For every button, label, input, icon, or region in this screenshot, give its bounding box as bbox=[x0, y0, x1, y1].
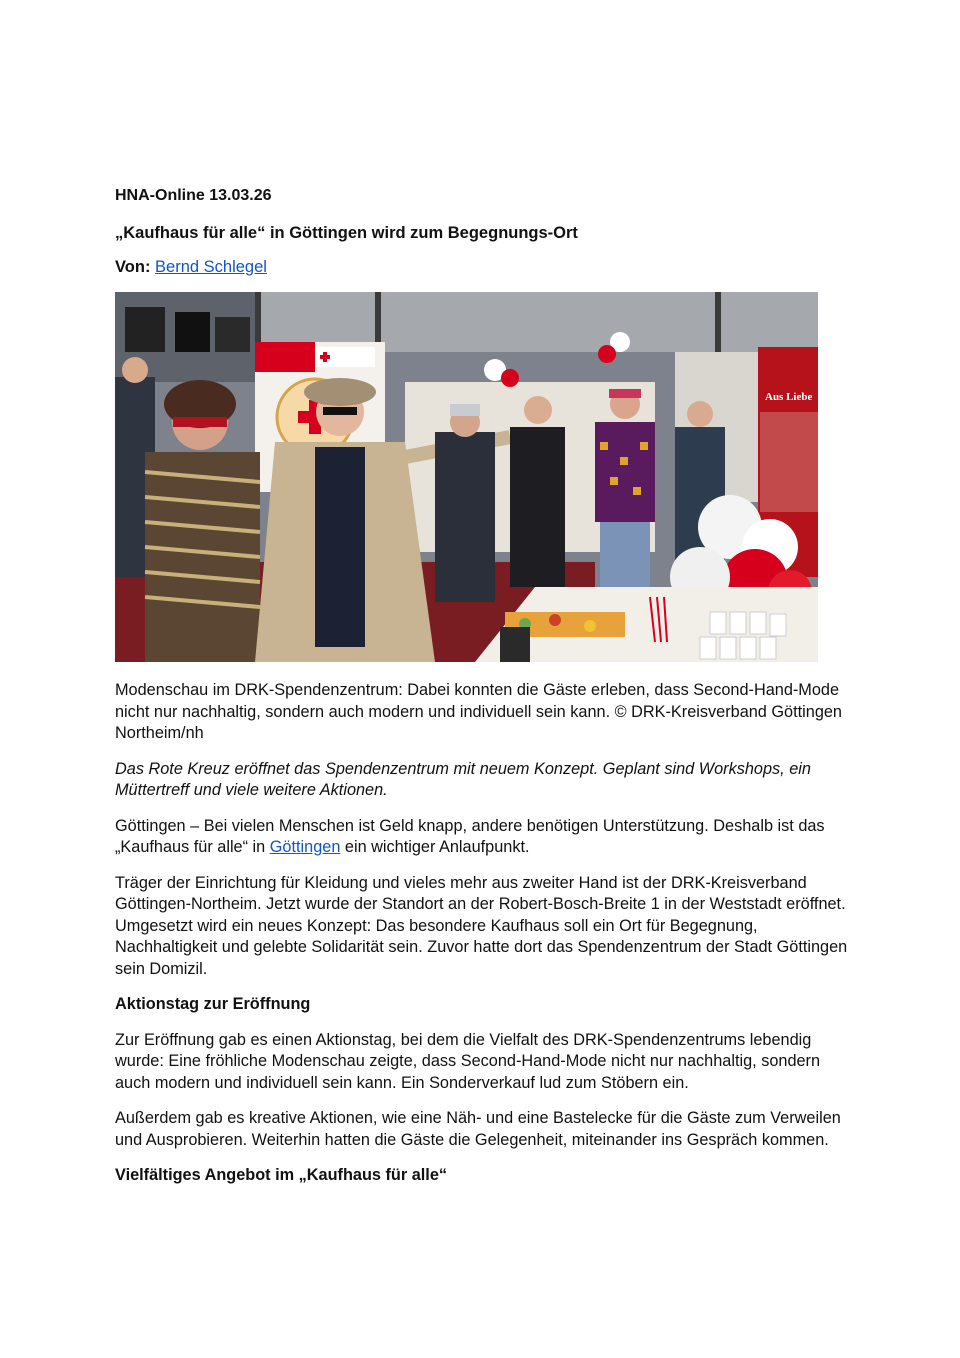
goettingen-link[interactable]: Göttingen bbox=[269, 838, 341, 856]
photo-caption: Modenschau im DRK-Spendenzentrum: Dabei konnten die Gäste erleben, dass Second-Hand-Mode nicht nur nachhaltig, sondern auch modern und individuell sein kann. © DRK-Kreisverband Göttingen Northeim/nh bbox=[115, 681, 842, 742]
paragraph-4: Außerdem gab es kreative Aktionen, wie eine Näh- und eine Bastelecke für die Gäste zum Verweilen und Ausprobieren. Weiterhin hatten die Gäste die Gelegenheit, miteinander ins Gespräch kommen. bbox=[115, 1109, 841, 1149]
subheading-angebot: Vielfältiges Angebot im „Kaufhaus für alle“ bbox=[115, 1166, 448, 1184]
paragraph-2: Träger der Einrichtung für Kleidung und vieles mehr aus zweiter Hand ist der DRK-Kreisverband Göttingen-Northeim. Jetzt wurde der Standort an der Robert-Bosch-Breite 1 in der Weststadt eröffnet. Umgesetzt wird ein neues Konzept: Das besondere Kaufhaus soll ein Ort für Begegnung, Nachhaltigkeit und gelebte Solidarität sein. Zuvor hatte dort das Spendenzentrum der Stadt Göttingen sein Domizil. bbox=[115, 873, 848, 978]
paragraph-1 bbox=[115, 816, 850, 859]
banner-text: Aus Liebe bbox=[765, 391, 813, 403]
source-date: HNA-Online 13.03.26 bbox=[115, 187, 272, 204]
paragraph-3: Zur Eröffnung gab es einen Aktionstag, bei dem die Vielfalt des DRK-Spendenzentrums lebendig wurde: Eine fröhliche Modenschau zeigte, dass Second-Hand-Mode nicht nur nachhaltig, sondern auch modern und individuell sein kann. Ein Sonderverkauf lud zum Stöbern ein. bbox=[115, 1030, 821, 1092]
article-lead: Das Rote Kreuz eröffnet das Spendenzentrum mit neuem Konzept. Geplant sind Workshops, ein Müttertreff und viele weitere Aktionen. bbox=[115, 759, 811, 799]
byline-label: Von: bbox=[115, 258, 151, 276]
fashion-show-photo bbox=[115, 292, 818, 662]
article-body bbox=[115, 680, 850, 1201]
subheading-aktionstag: Aktionstag zur Eröffnung bbox=[115, 995, 311, 1013]
paragraph-1-end: ein wichtiger Anlaufpunkt. bbox=[340, 838, 530, 856]
author-link[interactable]: Bernd Schlegel bbox=[155, 258, 267, 276]
article-photo bbox=[115, 292, 818, 662]
article-headline: „Kaufhaus für alle“ in Göttingen wird zum Begegnungs-Ort bbox=[115, 224, 578, 242]
byline bbox=[115, 258, 267, 277]
paragraph-1-start: Göttingen – Bei vielen Menschen ist Geld knapp, andere benötigen Unterstützung. Deshalb ist das „Kaufhaus für alle“ in bbox=[115, 816, 825, 856]
